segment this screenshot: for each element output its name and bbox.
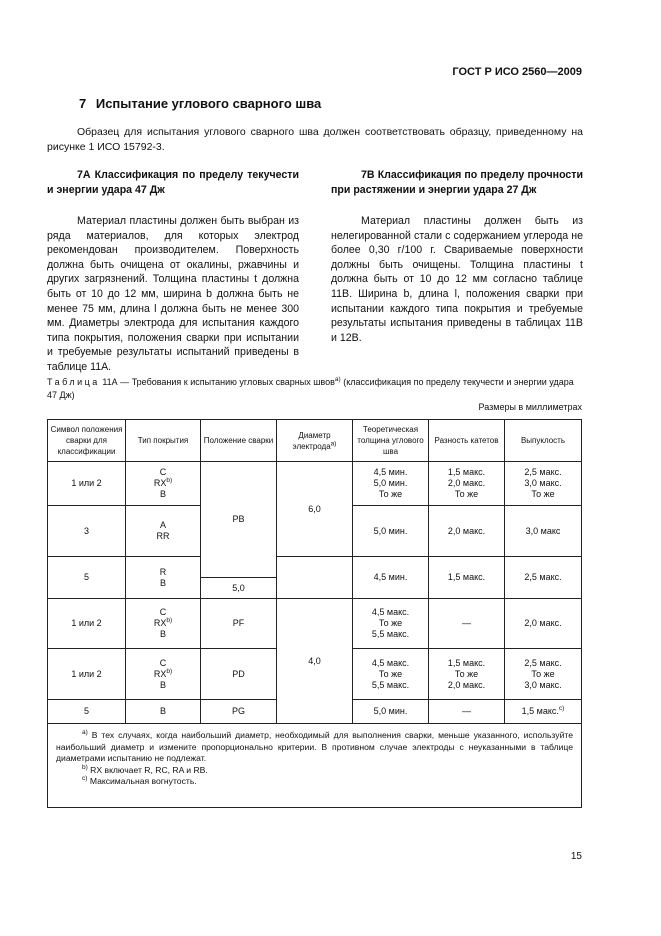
cell-position-pb: PB (201, 462, 277, 578)
header-symbol: Символ положения сварки для классификации (48, 420, 126, 462)
cell-diff: — (429, 599, 505, 649)
cell-diameter-4: 4,0 (277, 599, 353, 724)
fillet-weld-requirements-table (47, 419, 582, 808)
cell-thickness: 4,5 мин. (353, 557, 429, 599)
cell-convexity: 2,0 макс. (505, 599, 582, 649)
table-caption-rest: (классификация по пределу текучести и энергии удара 47 Дж) (47, 377, 574, 400)
note-c: $^{c)}$ Максимальная вогнутость. (82, 775, 197, 786)
cell-symbol: 3 (48, 506, 126, 557)
right-column-body: Материал пластины должен быть из нелегированной стали с содержанием углерода не более 0,30 г/100 г. Свариваемые поверхности должны быть очищены. Толщина пластины t должна быть от 10 до 12 мм согласно таблице 11В. Ширина b, длина l, положения сварки при испытании каждого типа покрытия и требуемые результаты испытания приведены в таблицах 11В и 12В. (331, 215, 583, 344)
table-row (48, 557, 582, 578)
header-thickness: Теоретическая толщина углового шва (353, 420, 429, 462)
table-caption-label: Таблица (47, 377, 100, 387)
cell-diameter-6: 6,0 (277, 462, 353, 557)
header-diameter: Диаметр электрода$^{a)}$ (277, 420, 353, 462)
cell-position: PF (201, 599, 277, 649)
header-diff: Разность катетов (429, 420, 505, 462)
cell-diff: — (429, 700, 505, 724)
page-number: 15 (570, 851, 582, 862)
table-notes (48, 724, 582, 808)
section-number: 7 (79, 96, 87, 111)
cell-symbol: 1 или 2 (48, 649, 126, 700)
cell-position: PG (201, 700, 277, 724)
cell-coating: C RX$^{b)}$ B (126, 462, 201, 506)
cell-coating: A RR (126, 506, 201, 557)
cell-diff: 1,5 макс. (429, 557, 505, 599)
cell-diff: 1,5 макс. 2,0 макс. То же (429, 462, 505, 506)
cell-thickness: 4,5 макс. То же 5,5 макс. (353, 649, 429, 700)
header-convexity: Выпуклость (505, 420, 582, 462)
cell-coating: C RX$^{b)}$ B (126, 649, 201, 700)
table-notes-row (48, 724, 582, 808)
right-column-heading: 7В Классификация по пределу прочности при растяжении и энергии удара 27 Дж (331, 169, 583, 196)
cell-convexity: 2,5 макс. (505, 557, 582, 599)
cell-thickness: 5,0 мин. (353, 700, 429, 724)
table-row (48, 462, 582, 506)
left-column-body: Материал пластины должен быть выбран из ряда материалов, для которых электрод рекомендован производителем. Поверхность должна быть очищена от окалины, ржавчины и других загрязнений. Толщина пластины t должна быть от 10 до 12 мм, ширина b должна быть не менее 75 мм, длина l должна быть не менее 300 мм. Диаметры электрода для испытания каждого типа покрытия, положения сварки при испытании и требуемые результаты испытаний приведены в таблице 11А. (47, 215, 299, 373)
cell-diff: 1,5 макс. То же 2,0 макс. (429, 649, 505, 700)
cell-convexity: 1,5 макс.$^{c)}$ (505, 700, 582, 724)
table-dimensions-note: Размеры в миллиметрах (478, 402, 582, 412)
cell-symbol: 5 (48, 557, 126, 599)
cell-diameter-5: 5,0 (201, 578, 277, 599)
left-column-heading: 7А Классификация по пределу текучести и энергии удара 47 Дж (47, 169, 299, 196)
section-title (79, 96, 321, 111)
header-position: Положение сварки (201, 420, 277, 462)
table-header-row (48, 420, 582, 462)
cell-thickness: 4,5 мин. 5,0 мин. То же (353, 462, 429, 506)
table-caption (47, 376, 583, 402)
table-caption-number: 11А — (102, 377, 130, 387)
cell-coating: C RX$^{b)}$ B (126, 599, 201, 649)
cell-position: PD (201, 649, 277, 700)
cell-thickness: 4,5 макс. То же 5,5 макс. (353, 599, 429, 649)
cell-diff: 2,0 макс. (429, 506, 505, 557)
table-caption-text: Требования к испытанию угловых сварных швов (131, 377, 335, 387)
standard-header: ГОСТ Р ИСО 2560—2009 (452, 66, 582, 78)
section-title-text: Испытание углового сварного шва (95, 96, 322, 111)
cell-symbol: 5 (48, 700, 126, 724)
cell-coating: B (126, 700, 201, 724)
cell-thickness: 5,0 мин. (353, 506, 429, 557)
note-b: $^{b)}$ RX включает R, RC, RA и RB. (82, 763, 208, 775)
note-a: $^{a)}$ В тех случаях, когда наибольший диаметр, необходимый для выполнения сварки, меньше указанного, используйте наибольший диаметр и измените пропорционально критерии. В противном случае электроды с неуказанными в таблице диаметрами испытанию не подлежат. (56, 729, 573, 763)
cell-coating: R B (126, 557, 201, 599)
section-intro: Образец для испытания углового сварного шва должен соответствовать образцу, приведенному на рисунке 1 ИСО 15792-3. (47, 126, 583, 153)
cell-diameter-blank (277, 557, 353, 578)
cell-convexity: 2,5 макс. То же 3,0 макс. (505, 649, 582, 700)
left-column (47, 168, 299, 375)
cell-convexity: 2,5 макс. 3,0 макс. То же (505, 462, 582, 506)
table-caption-sup: a) (334, 376, 341, 383)
table-row (48, 599, 582, 649)
cell-symbol: 1 или 2 (48, 599, 126, 649)
cell-symbol: 1 или 2 (48, 462, 126, 506)
header-coating: Тип покрытия (126, 420, 201, 462)
cell-convexity: 3,0 макс (505, 506, 582, 557)
right-column (331, 168, 583, 345)
